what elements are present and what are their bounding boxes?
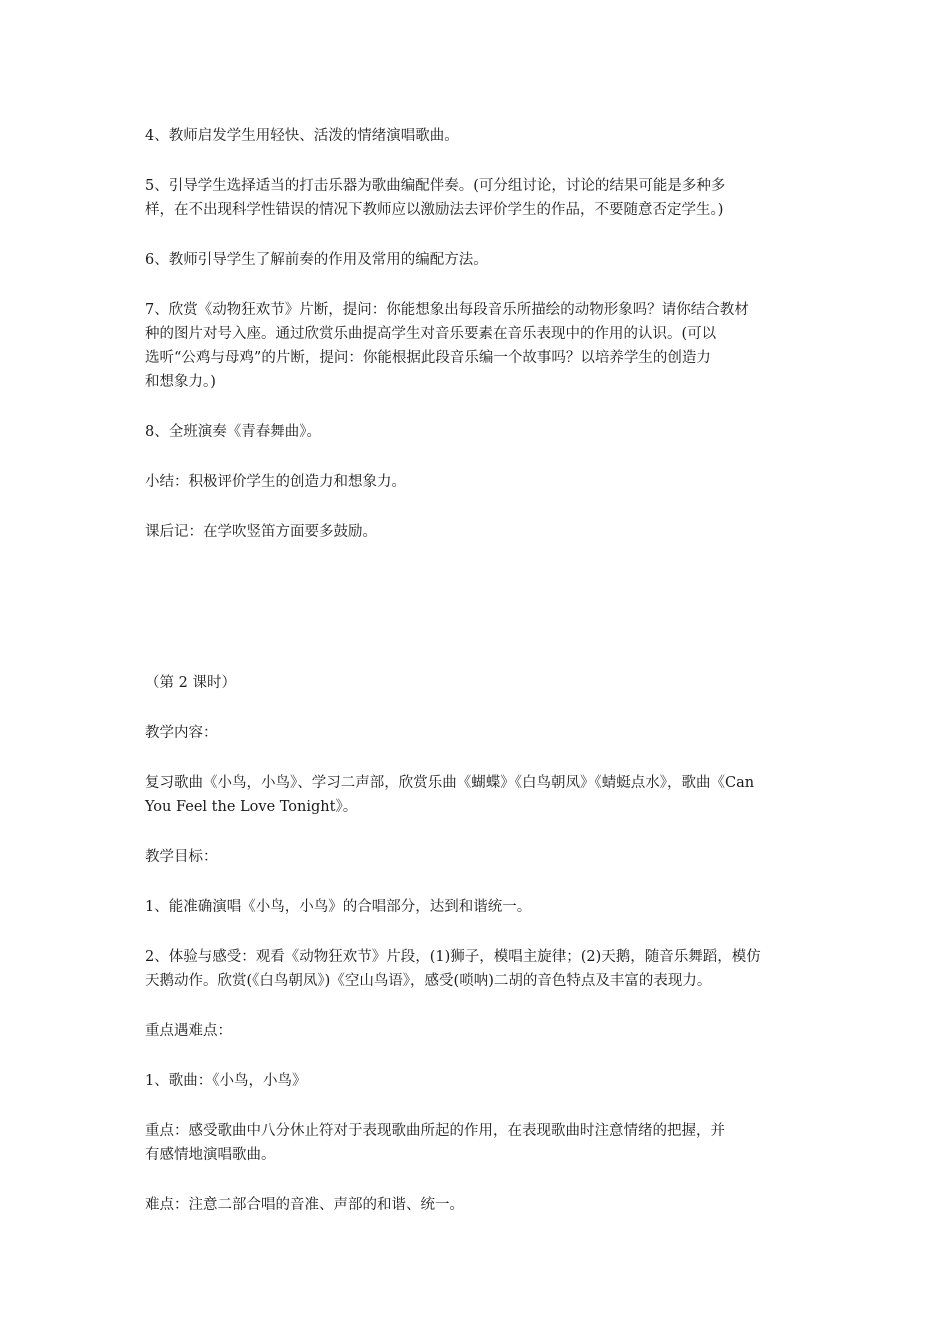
paragraph-line: 有感情地演唱歌曲。	[145, 1147, 276, 1163]
teaching-content-label: 教学内容：	[145, 725, 218, 741]
paragraph-step-8: 8、全班演奏《青春舞曲》。	[145, 424, 321, 440]
paragraph-line: 天鹅动作。欣赏(《白鸟朝凤》)《空山鸟语》，感受(唢呐)二胡的音色特点及丰富的表现力。	[145, 973, 712, 989]
teaching-goals-label: 教学目标：	[145, 849, 218, 865]
goal-1: 1、能准确演唱《小鸟，小鸟》的合唱部分，达到和谐统一。	[145, 899, 532, 915]
paragraph-line: 选听“公鸡与母鸡”的片断，提问：你能根据此段音乐编一个故事吗？以培养学生的创造力	[145, 350, 711, 366]
paragraph-line: 2、体验与感受：观看《动物狂欢节》片段，(1)狮子，模唱主旋律；(2)天鹅，随音乐舞蹈，模仿	[145, 949, 761, 965]
paragraph-step-5	[145, 174, 810, 222]
lesson-2-heading: （第 2 课时）	[145, 675, 236, 691]
paragraph-line: 重点：感受歌曲中八分休止符对于表现歌曲所起的作用，在表现歌曲时注意情绪的把握，并	[145, 1123, 725, 1139]
goal-2	[145, 945, 810, 993]
paragraph-summary: 小结：积极评价学生的创造力和想象力。	[145, 474, 406, 490]
difficulty-text: 难点：注意二部合唱的音准、声部的和谐、统一。	[145, 1197, 464, 1213]
paragraph-after-class-note: 课后记：在学吹竖笛方面要多鼓励。	[145, 524, 377, 540]
paragraph-line: 和想象力。)	[145, 374, 216, 390]
paragraph-line: 复习歌曲《小鸟，小鸟》、学习二声部，欣赏乐曲《蝴蝶》《白鸟朝凤》《蜻蜓点水》，歌曲《Can	[145, 775, 755, 791]
document-page	[145, 124, 810, 1217]
paragraph-line: 7、欣赏《动物狂欢节》片断，提问：你能想象出每段音乐所描绘的动物形象吗？请你结合教材	[145, 302, 749, 318]
paragraph-step-4: 4、教师启发学生用轻快、活泼的情绪演唱歌曲。	[145, 128, 459, 144]
paragraph-line: 5、引导学生选择适当的打击乐器为歌曲编配伴奏。(可分组讨论，讨论的结果可能是多种多	[145, 178, 726, 194]
key-point-text	[145, 1119, 810, 1167]
paragraph-step-7	[145, 298, 810, 394]
key-points-label: 重点遇难点：	[145, 1023, 232, 1039]
paragraph-line: You Feel the Love Tonight》。	[145, 799, 358, 815]
paragraph-line: 样，在不出现科学性错误的情况下教师应以激励法去评价学生的作品，不要随意否定学生。)	[145, 202, 724, 218]
teaching-content-text	[145, 771, 810, 819]
song-item: 1、歌曲：《小鸟，小鸟》	[145, 1073, 307, 1089]
paragraph-step-6: 6、教师引导学生了解前奏的作用及常用的编配方法。	[145, 252, 488, 268]
paragraph-line: 种的图片对号入座。通过欣赏乐曲提高学生对音乐要素在音乐表现中的作用的认识。(可以	[145, 326, 717, 342]
